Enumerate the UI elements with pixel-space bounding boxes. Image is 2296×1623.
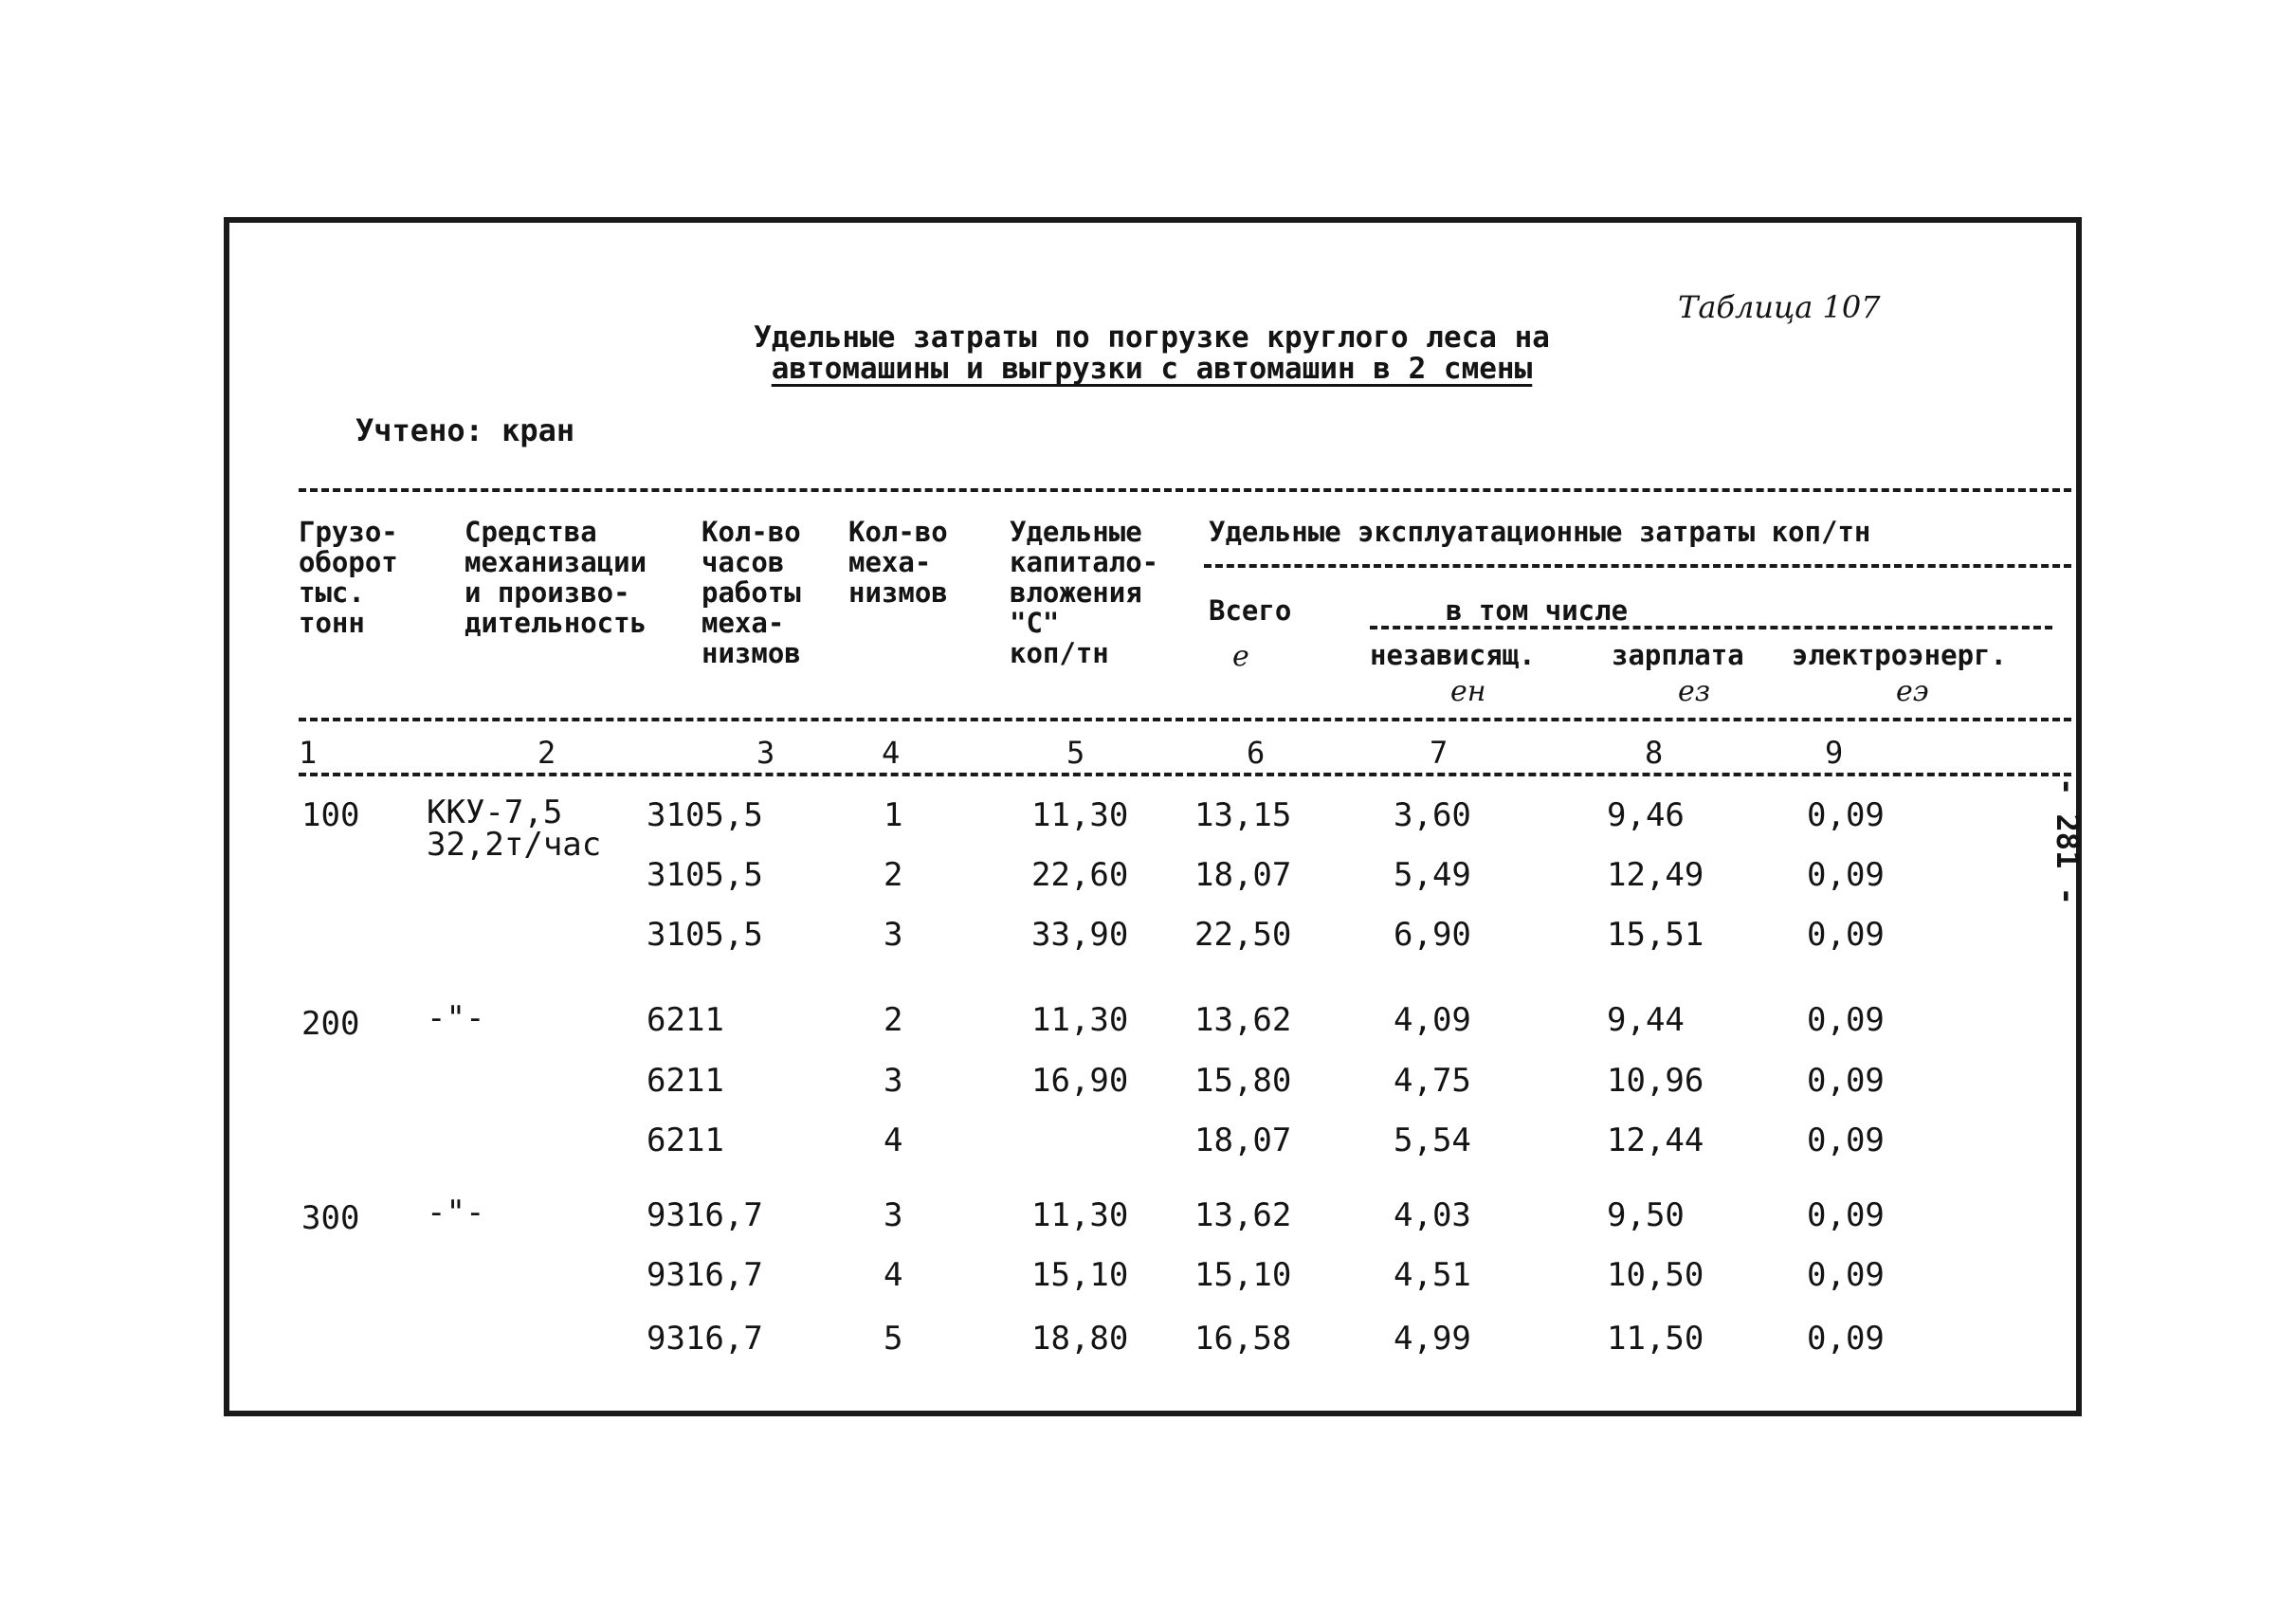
header-including: в том числе (1446, 594, 1629, 627)
row-mechanization: ККУ-7,5 32,2т/час (427, 793, 602, 864)
table-cell: 13,62 (1194, 1001, 1292, 1039)
table-cell: 9,46 (1607, 796, 1685, 834)
table-cell: 4,99 (1394, 1320, 1471, 1358)
table-cell: 9,50 (1607, 1196, 1685, 1234)
accounted-note: Учтено: кран (355, 412, 575, 448)
table-cell: 0,09 (1807, 796, 1885, 834)
table-cell: 11,30 (1031, 1001, 1129, 1039)
table-cell: 3 (884, 916, 903, 954)
table-cell: 13,15 (1194, 796, 1292, 834)
header-hours: Кол-во часов работы меха- низмов (702, 516, 801, 669)
table-cell: 18,07 (1194, 1122, 1292, 1159)
table-cell: 6211 (647, 1001, 724, 1039)
header-electricity-symbol: eэ (1896, 675, 1929, 708)
header-wages: зарплата (1612, 639, 1744, 671)
row-mechanization: -"- (427, 999, 485, 1037)
column-number: 6 (1247, 735, 1266, 771)
header-operating-costs: Удельные эксплуатационные затраты коп/тн (1209, 516, 1871, 548)
table-cell: 0,09 (1807, 1256, 1885, 1294)
table-cell: 4,75 (1394, 1062, 1471, 1100)
table-cell: 9316,7 (647, 1320, 763, 1358)
table-cell: 22,60 (1031, 856, 1129, 894)
table-cell: 3105,5 (647, 796, 763, 834)
page-number: - 281 - (2050, 777, 2086, 905)
table-cell: 3105,5 (647, 916, 763, 954)
header-independent-symbol: eн (1450, 675, 1486, 708)
header-mechanization: Средства механизации и произво- дительность (465, 516, 647, 639)
table-cell: 10,96 (1607, 1062, 1704, 1100)
table-cell: 11,50 (1607, 1320, 1704, 1358)
row-mechanization: -"- (427, 1194, 485, 1231)
row-cargo-volume: 200 (301, 1005, 360, 1043)
table-cell: 0,09 (1807, 856, 1885, 894)
table-cell: 15,51 (1607, 916, 1704, 954)
header-cargo-volume: Грузо- оборот тыс. тонн (299, 516, 398, 639)
table-cell: 4,03 (1394, 1196, 1471, 1234)
column-number: 8 (1645, 735, 1664, 771)
table-cell: 6211 (647, 1122, 724, 1159)
table-cell: 33,90 (1031, 916, 1129, 954)
table-cell: 22,50 (1194, 916, 1292, 954)
title-line-1: Удельные затраты по погрузке круглого леса на (754, 320, 1550, 355)
table-cell: 0,09 (1807, 1196, 1885, 1234)
table-cell: 16,90 (1031, 1062, 1129, 1100)
rule-header-bottom (299, 718, 2071, 721)
table-label: Таблица 107 (1678, 289, 1881, 325)
table-cell: 5 (884, 1320, 903, 1358)
table-cell: 9316,7 (647, 1256, 763, 1294)
rule-colnums (299, 773, 2071, 776)
table-cell: 10,50 (1607, 1256, 1704, 1294)
table-cell: 12,44 (1607, 1122, 1704, 1159)
column-number: 2 (538, 735, 556, 771)
table-cell: 11,30 (1031, 796, 1129, 834)
table-cell: 6,90 (1394, 916, 1471, 954)
column-number: 9 (1825, 735, 1844, 771)
table-cell: 9,44 (1607, 1001, 1685, 1039)
table-cell: 12,49 (1607, 856, 1704, 894)
column-number: 1 (299, 735, 318, 771)
header-wages-symbol: eз (1678, 675, 1711, 708)
header-total: Всего (1209, 594, 1292, 627)
column-number: 4 (882, 735, 901, 771)
table-cell: 18,07 (1194, 856, 1292, 894)
table-cell: 15,80 (1194, 1062, 1292, 1100)
table-cell: 4 (884, 1256, 903, 1294)
table-cell: 3,60 (1394, 796, 1471, 834)
column-number: 3 (756, 735, 775, 771)
table-cell: 6211 (647, 1062, 724, 1100)
table-cell: 11,30 (1031, 1196, 1129, 1234)
table-cell: 5,49 (1394, 856, 1471, 894)
table-cell: 0,09 (1807, 916, 1885, 954)
row-cargo-volume: 100 (301, 796, 360, 834)
header-mechanisms: Кол-во меха- низмов (848, 516, 948, 609)
table-cell: 4,09 (1394, 1001, 1471, 1039)
table-cell: 0,09 (1807, 1001, 1885, 1039)
table-cell: 15,10 (1031, 1256, 1129, 1294)
table-cell: 13,62 (1194, 1196, 1292, 1234)
table-cell: 18,80 (1031, 1320, 1129, 1358)
row-cargo-volume: 300 (301, 1199, 360, 1237)
table-cell: 2 (884, 1001, 903, 1039)
table-cell: 0,09 (1807, 1062, 1885, 1100)
rule-group (1204, 564, 2071, 568)
column-number: 5 (1066, 735, 1085, 771)
header-independent: независящ. (1370, 639, 1536, 671)
table-cell: 9316,7 (647, 1196, 763, 1234)
header-total-symbol: e (1232, 640, 1249, 673)
table-cell: 3105,5 (647, 856, 763, 894)
table-cell: 15,10 (1194, 1256, 1292, 1294)
table-cell: 0,09 (1807, 1122, 1885, 1159)
table-cell: 4 (884, 1122, 903, 1159)
table-cell: 3 (884, 1062, 903, 1100)
table-cell: 16,58 (1194, 1320, 1292, 1358)
header-electricity: электроэнерг. (1792, 639, 2007, 671)
table-cell: 2 (884, 856, 903, 894)
table-cell: 1 (884, 796, 903, 834)
table-cell: 3 (884, 1196, 903, 1234)
table-cell: 5,54 (1394, 1122, 1471, 1159)
rule-top (299, 488, 2071, 492)
column-number: 7 (1430, 735, 1449, 771)
table-cell: 0,09 (1807, 1320, 1885, 1358)
header-capital: Удельные капитало- вложения "С" коп/тн (1010, 516, 1159, 669)
table-cell: 4,51 (1394, 1256, 1471, 1294)
title-line-2: автомашины и выгрузки с автомашин в 2 смены (771, 352, 1533, 386)
